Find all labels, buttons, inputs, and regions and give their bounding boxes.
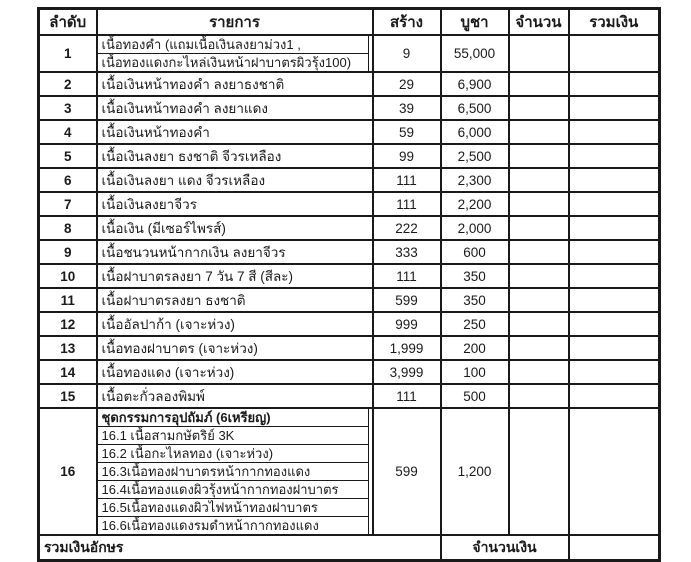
total-cell: [569, 408, 660, 535]
total-cell: [569, 384, 660, 408]
row-number: 5: [39, 144, 97, 168]
qty-cell: [509, 35, 569, 72]
qty-cell: [509, 384, 569, 408]
price-value: 6,500: [441, 96, 509, 120]
made-count: 111: [373, 192, 441, 216]
item-name: เนื้อทองฝาบาตร (เจาะห่วง): [97, 336, 373, 360]
row-number: 7: [39, 192, 97, 216]
group-title: ชุดกรรมการอุปถัมภ์ (6เหรียญ): [98, 409, 369, 427]
row-number: 16: [39, 408, 97, 535]
col-header-item: รายการ: [97, 9, 373, 36]
col-header-made: สร้าง: [373, 9, 441, 36]
grand-total-cell: [569, 535, 660, 561]
price-value: 350: [441, 288, 509, 312]
qty-cell: [509, 168, 569, 192]
qty-cell: [509, 240, 569, 264]
row-number: 8: [39, 216, 97, 240]
qty-cell: [509, 72, 569, 96]
qty-cell: [509, 144, 569, 168]
table-row: [39, 360, 660, 384]
item-name: เนื้ออัลปาก้า (เจาะห่วง): [97, 312, 373, 336]
row-number: 2: [39, 72, 97, 96]
made-count: 599: [373, 408, 441, 535]
row-number: 10: [39, 264, 97, 288]
total-cell: [569, 192, 660, 216]
price-value: 6,900: [441, 72, 509, 96]
item-name: เนื้อตะกั่วลองพิมพ์: [97, 384, 373, 408]
row-number: 15: [39, 384, 97, 408]
table-row: [39, 384, 660, 408]
sub-item: 16.2 เนื้อกะไหลทอง (เจาะห่วง): [98, 445, 369, 463]
total-cell: [569, 96, 660, 120]
item-line: เนื้อทองคำ (แถมเนื้อเงินลงยาม่วง1 ,: [98, 36, 369, 54]
table-row: [39, 168, 660, 192]
price-value: 6,000: [441, 120, 509, 144]
total-cell: [569, 72, 660, 96]
total-cell: [569, 288, 660, 312]
row-number: 14: [39, 360, 97, 384]
table-row: [39, 312, 660, 336]
col-header-total: รวมเงิน: [569, 9, 660, 36]
item-group-cell: [97, 408, 373, 535]
price-value: 600: [441, 240, 509, 264]
header-row: [39, 9, 660, 36]
total-in-words-label: รวมเงินอักษร: [39, 535, 441, 561]
item-name: เนื้อเงิน (มีเซอร์ไพรส์): [97, 216, 373, 240]
sub-item: 16.1 เนื้อสามกษัตริย์ 3K: [98, 427, 369, 445]
table-row: [39, 35, 660, 72]
price-value: 2,500: [441, 144, 509, 168]
item-name: เนื้อเงินลงยา แดง จีวรเหลือง: [97, 168, 373, 192]
price-value: 1,200: [441, 408, 509, 535]
price-value: 100: [441, 360, 509, 384]
made-count: 333: [373, 240, 441, 264]
made-count: 39: [373, 96, 441, 120]
qty-cell: [509, 312, 569, 336]
qty-cell: [509, 192, 569, 216]
made-count: 29: [373, 72, 441, 96]
made-count: 222: [373, 216, 441, 240]
row-number: 13: [39, 336, 97, 360]
table-row: [39, 96, 660, 120]
item-name: เนื้อเงินลงยาจีวร: [97, 192, 373, 216]
made-count: 111: [373, 264, 441, 288]
price-sheet: [37, 7, 661, 562]
table-row: [39, 72, 660, 96]
item-name: เนื้อเงินลงยา ธงชาติ จีวรเหลือง: [97, 144, 373, 168]
item-name: เนื้อฝาบาตรลงยา ธงชาติ: [97, 288, 373, 312]
row-number: 9: [39, 240, 97, 264]
qty-cell: [509, 96, 569, 120]
made-count: 111: [373, 168, 441, 192]
col-header-no: ลำดับ: [39, 9, 97, 36]
qty-cell: [509, 336, 569, 360]
row-number: 3: [39, 96, 97, 120]
item-line: เนื้อทองแดงกะไหล่เงินหน้าฝาบาตรผิวรุ้ง100): [98, 54, 369, 71]
made-count: 599: [373, 288, 441, 312]
qty-cell: [509, 360, 569, 384]
total-cell: [569, 168, 660, 192]
col-header-price: บูชา: [441, 9, 509, 36]
item-name: เนื้อเงินหน้าทองคำ ลงยาแดง: [97, 96, 373, 120]
table-row: [39, 216, 660, 240]
price-value: 250: [441, 312, 509, 336]
row-number: 12: [39, 312, 97, 336]
row-number: 1: [39, 35, 97, 72]
qty-cell: [509, 120, 569, 144]
made-count: 99: [373, 144, 441, 168]
price-value: 2,200: [441, 192, 509, 216]
total-cell: [569, 312, 660, 336]
sub-item: 16.5เนื้อทองแดงผิวไฟหน้าทองฝาบาตร: [98, 499, 369, 517]
sub-item: 16.4เนื้อทองแดงผิวรุ้งหน้ากากทองฝาบาตร: [98, 481, 369, 499]
amulet-price-table: [37, 7, 661, 562]
total-cell: [569, 360, 660, 384]
total-cell: [569, 120, 660, 144]
total-cell: [569, 35, 660, 72]
item-name: เนื้อชนวนหน้ากากเงิน ลงยาจีวร: [97, 240, 373, 264]
table-row: [39, 288, 660, 312]
total-cell: [569, 144, 660, 168]
footer-row: [39, 535, 660, 561]
table-row: [39, 336, 660, 360]
price-value: 55,000: [441, 35, 509, 72]
col-header-qty: จำนวน: [509, 9, 569, 36]
sub-item: 16.6เนื้อทองแดงรมดำหน้ากากทองแดง: [98, 517, 369, 534]
total-cell: [569, 240, 660, 264]
item-name: เนื้อเงินหน้าทองคำ: [97, 120, 373, 144]
table-row: [39, 240, 660, 264]
table-row: [39, 264, 660, 288]
made-count: 1,999: [373, 336, 441, 360]
total-cell: [569, 264, 660, 288]
qty-cell: [509, 288, 569, 312]
item-name: เนื้อทองแดง (เจาะห่วง): [97, 360, 373, 384]
item-name-multiline: [97, 35, 373, 72]
price-value: 2,300: [441, 168, 509, 192]
table-row: [39, 192, 660, 216]
made-count: 59: [373, 120, 441, 144]
made-count: 111: [373, 384, 441, 408]
qty-cell: [509, 264, 569, 288]
qty-cell: [509, 408, 569, 535]
amount-label: จำนวนเงิน: [441, 535, 569, 561]
price-value: 200: [441, 336, 509, 360]
row-number: 6: [39, 168, 97, 192]
made-count: 999: [373, 312, 441, 336]
sub-item: 16.3เนื้อทองฝาบาตรหน้ากากทองแดง: [98, 463, 369, 481]
row-number: 4: [39, 120, 97, 144]
total-cell: [569, 336, 660, 360]
qty-cell: [509, 216, 569, 240]
item-name: เนื้อเงินหน้าทองคำ ลงยาธงชาติ: [97, 72, 373, 96]
table-row: [39, 120, 660, 144]
table-row: [39, 144, 660, 168]
table-row-group-16: [39, 408, 660, 535]
price-value: 350: [441, 264, 509, 288]
made-count: 3,999: [373, 360, 441, 384]
price-value: 500: [441, 384, 509, 408]
item-name: เนื้อฝาบาตรลงยา 7 วัน 7 สี (สีละ): [97, 264, 373, 288]
row-number: 11: [39, 288, 97, 312]
price-value: 2,000: [441, 216, 509, 240]
total-cell: [569, 216, 660, 240]
made-count: 9: [373, 35, 441, 72]
